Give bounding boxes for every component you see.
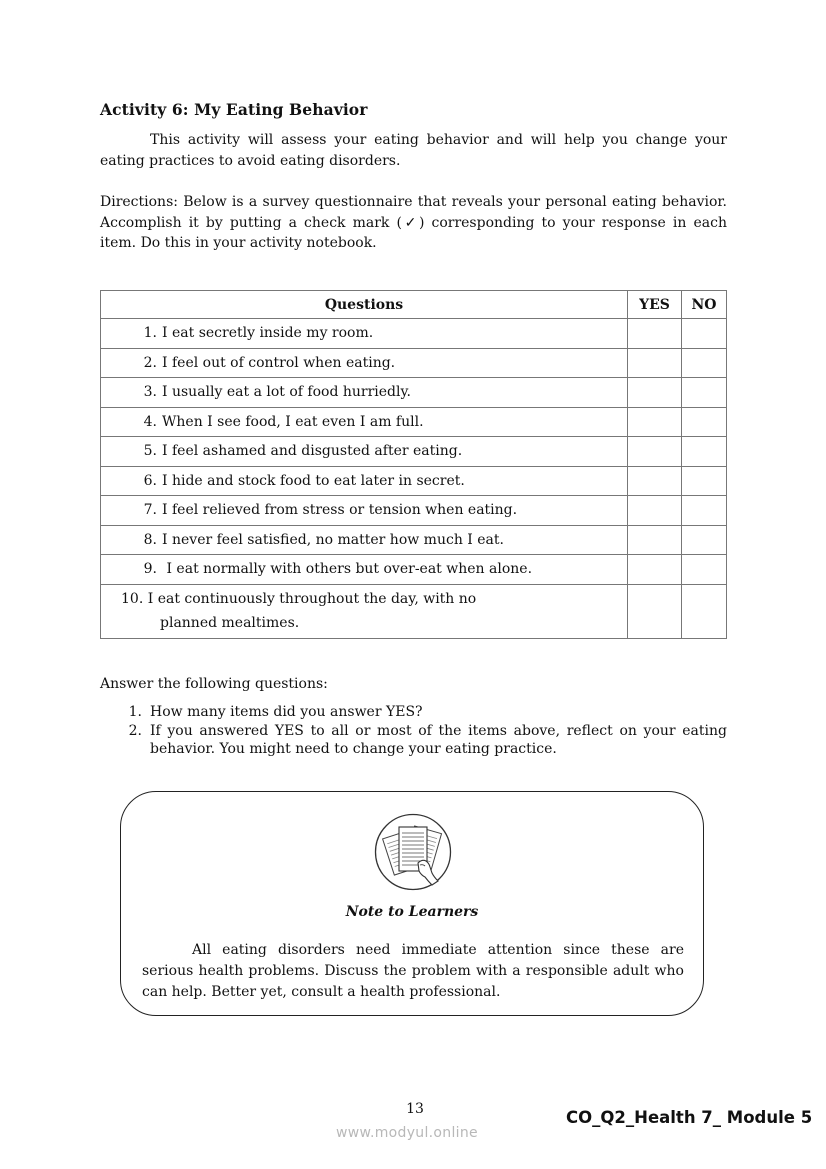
no-cell[interactable]: [682, 555, 727, 585]
no-cell[interactable]: [682, 378, 727, 408]
yes-cell[interactable]: [628, 496, 682, 526]
yes-cell[interactable]: [628, 525, 682, 555]
question-cell: [101, 407, 628, 437]
question-text: I hide and stock food to eat later in secret.: [162, 472, 465, 489]
question-cell: [101, 348, 628, 378]
question-text: I eat secretly inside my room.: [162, 325, 374, 342]
page-number: 13: [406, 1101, 424, 1117]
question-number: 3.: [143, 384, 157, 401]
table-row: [101, 319, 727, 349]
yes-cell[interactable]: [628, 437, 682, 467]
question-text: I feel ashamed and disgusted after eating.: [162, 443, 463, 460]
no-cell[interactable]: [682, 584, 727, 638]
note-title: Note to Learners: [345, 904, 479, 920]
table-row: [101, 584, 727, 638]
answer-item: [100, 703, 727, 722]
table-row: [101, 525, 727, 555]
no-cell[interactable]: [682, 407, 727, 437]
no-cell[interactable]: [682, 525, 727, 555]
yes-cell[interactable]: [628, 378, 682, 408]
table-row: [101, 378, 727, 408]
question-cell: [101, 466, 628, 496]
no-cell[interactable]: [682, 496, 727, 526]
table-row: [101, 407, 727, 437]
survey-table: [100, 290, 727, 639]
yes-cell[interactable]: [628, 555, 682, 585]
question-text: When I see food, I eat even I am full.: [162, 413, 424, 430]
answer-item: [100, 722, 727, 759]
note-text: All eating disorders need immediate attention since these are serious health problems. Discuss the problem with a responsible adult who can help. Better yet, consult a health professional.: [142, 942, 684, 1000]
question-text: I eat normally with others but over-eat when alone.: [162, 561, 533, 578]
no-cell[interactable]: [682, 466, 727, 496]
yes-cell[interactable]: [628, 319, 682, 349]
question-cell: [101, 319, 628, 349]
question-text-continued: planned mealtimes.: [160, 615, 300, 631]
table-row: [101, 348, 727, 378]
question-number: 10.: [121, 591, 144, 607]
module-code: CO_Q2_Health 7_ Module 5: [566, 1108, 813, 1127]
header-yes: YES: [628, 291, 682, 319]
watermark: www.modyul.online: [336, 1125, 478, 1141]
yes-cell[interactable]: [628, 407, 682, 437]
question-number: 1.: [143, 325, 157, 342]
question-number: 4.: [143, 413, 157, 430]
question-number: 8.: [143, 531, 157, 548]
no-cell[interactable]: [682, 437, 727, 467]
answer-text: How many items did you answer YES?: [150, 704, 423, 720]
directions-paragraph: [100, 192, 727, 254]
papers-in-hand-icon: [374, 813, 452, 891]
table-row: [101, 555, 727, 585]
directions-text: Directions: Below is a survey questionnaire that reveals your personal eating behavior. Accomplish it by putting a check mark (✓) corresponding to your response in each item. Do this in your activity notebook.: [100, 194, 727, 251]
question-number: 5.: [143, 443, 157, 460]
question-text: I feel out of control when eating.: [162, 354, 396, 371]
question-text: I eat continuously throughout the day, with no: [147, 591, 477, 607]
yes-cell[interactable]: [628, 584, 682, 638]
question-number: 6.: [143, 472, 157, 489]
header-questions: Questions: [101, 291, 628, 319]
question-number: 9.: [143, 561, 157, 578]
question-text: I feel relieved from stress or tension when eating.: [162, 502, 518, 519]
question-number: 7.: [143, 502, 157, 519]
question-cell: [101, 584, 628, 638]
answer-number: 1.: [128, 704, 142, 720]
question-text: I never feel satisfied, no matter how much I eat.: [162, 531, 504, 548]
question-number: 2.: [143, 354, 157, 371]
answer-heading: Answer the following questions:: [100, 676, 328, 692]
activity-title: Activity 6: My Eating Behavior: [100, 100, 368, 119]
header-no: NO: [682, 291, 727, 319]
no-cell[interactable]: [682, 348, 727, 378]
yes-cell[interactable]: [628, 466, 682, 496]
question-cell: [101, 378, 628, 408]
note-body: [142, 940, 684, 1003]
question-cell: [101, 437, 628, 467]
answer-number: 2.: [128, 722, 142, 739]
table-row: [101, 466, 727, 496]
answer-text: If you answered YES to all or most of the items above, reflect on your eating behavior. You might need to change your eating practice.: [150, 722, 727, 757]
table-row: [101, 496, 727, 526]
intro-paragraph: [100, 130, 727, 171]
yes-cell[interactable]: [628, 348, 682, 378]
no-cell[interactable]: [682, 319, 727, 349]
question-text: I usually eat a lot of food hurriedly.: [162, 384, 411, 401]
intro-text: This activity will assess your eating behavior and will help you change your eating practices to avoid eating disorders.: [100, 132, 727, 169]
table-row: [101, 437, 727, 467]
answer-list: [100, 703, 727, 759]
question-cell: [101, 496, 628, 526]
question-cell: [101, 555, 628, 585]
table-header-row: [101, 291, 727, 319]
question-cell: [101, 525, 628, 555]
